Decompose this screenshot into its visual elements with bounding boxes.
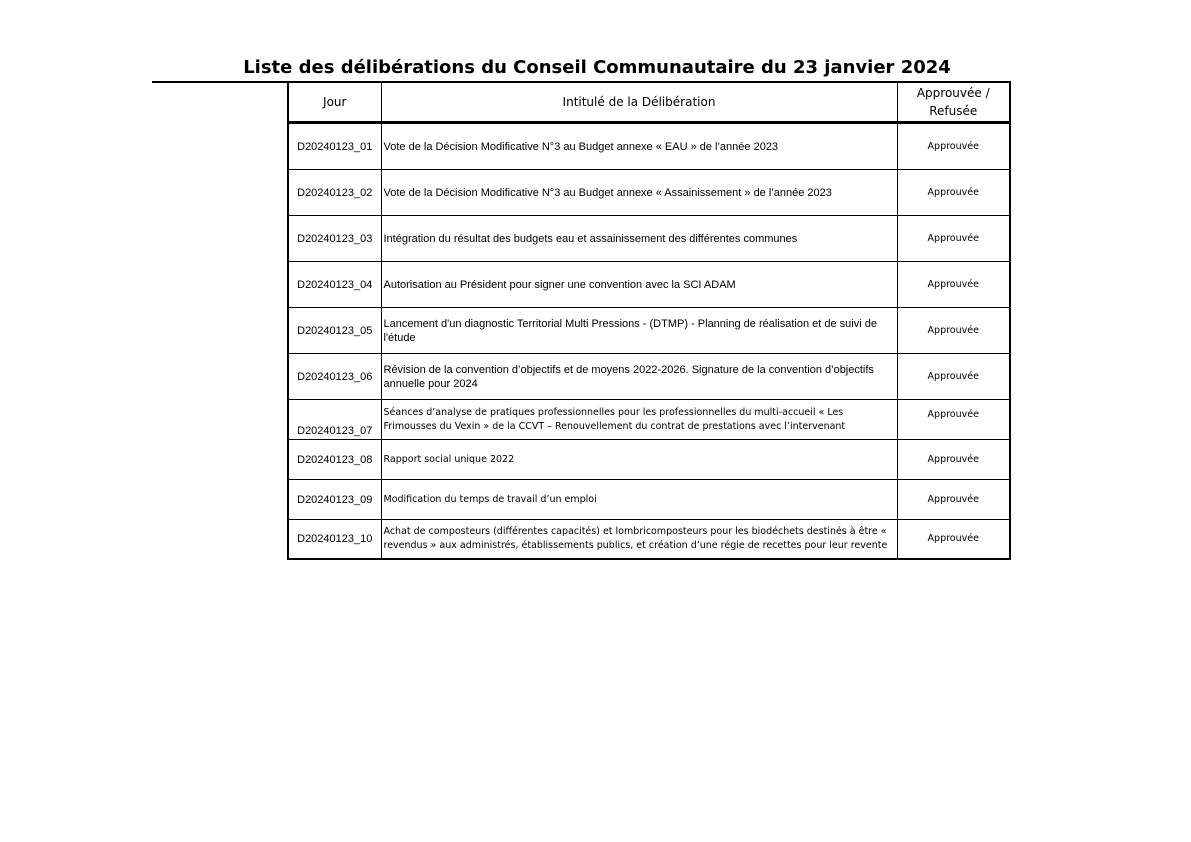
table-row bbox=[288, 170, 1010, 216]
header-status bbox=[897, 82, 1010, 122]
header-status-line1: Approuvée / bbox=[916, 86, 990, 100]
table-row bbox=[288, 400, 1010, 440]
header-intitule: Intitulé de la Délibération bbox=[381, 82, 897, 122]
title-underline bbox=[152, 81, 288, 83]
table-row bbox=[288, 480, 1010, 520]
row-status: Approuvée bbox=[897, 480, 1010, 520]
page-title: Liste des délibérations du Conseil Communautaire du 23 janvier 2024 bbox=[243, 57, 951, 78]
row-status: Approuvée bbox=[897, 308, 1010, 354]
row-jour: D20240123_03 bbox=[288, 216, 381, 262]
table-row bbox=[288, 520, 1010, 560]
row-status: Approuvée bbox=[897, 354, 1010, 400]
table-row bbox=[288, 440, 1010, 480]
table-header bbox=[288, 82, 1010, 122]
row-intitule: Modification du temps de travail d’un emploi bbox=[381, 480, 897, 520]
row-jour: D20240123_09 bbox=[288, 480, 381, 520]
row-intitule: Séances d’analyse de pratiques professionnelles pour les professionnelles du multi-accueil « Les Frimousses du Vexin » de la CCVT – Renouvellement du contrat de prestations avec l’intervenant bbox=[381, 400, 897, 440]
header-row bbox=[288, 82, 1010, 122]
row-intitule: Vote de la Décision Modificative N°3 au Budget annexe « Assainissement » de l’année 2023 bbox=[381, 170, 897, 216]
table-row bbox=[288, 123, 1010, 170]
row-intitule: Rapport social unique 2022 bbox=[381, 440, 897, 480]
row-intitule: Autorisation au Président pour signer une convention avec la SCI ADAM bbox=[381, 262, 897, 308]
table-row bbox=[288, 354, 1010, 400]
row-jour: D20240123_06 bbox=[288, 354, 381, 400]
row-jour: D20240123_10 bbox=[288, 520, 381, 560]
row-status: Approuvée bbox=[897, 440, 1010, 480]
table-row bbox=[288, 216, 1010, 262]
row-jour: D20240123_07 bbox=[288, 400, 381, 440]
row-jour: D20240123_01 bbox=[288, 123, 381, 170]
row-intitule: Révision de la convention d’objectifs et de moyens 2022-2026. Signature de la convention d’objectifs annuelle pour 2024 bbox=[381, 354, 897, 400]
deliberations-table bbox=[287, 81, 1011, 560]
row-status: Approuvée bbox=[897, 520, 1010, 560]
table-row bbox=[288, 262, 1010, 308]
row-intitule: Vote de la Décision Modificative N°3 au Budget annexe « EAU » de l’année 2023 bbox=[381, 123, 897, 170]
row-status: Approuvée bbox=[897, 400, 1010, 440]
table-row bbox=[288, 308, 1010, 354]
row-jour: D20240123_02 bbox=[288, 170, 381, 216]
row-jour: D20240123_05 bbox=[288, 308, 381, 354]
header-jour: Jour bbox=[288, 82, 381, 122]
row-status: Approuvée bbox=[897, 170, 1010, 216]
row-jour: D20240123_08 bbox=[288, 440, 381, 480]
deliberations-table-container bbox=[287, 81, 1011, 560]
row-jour: D20240123_04 bbox=[288, 262, 381, 308]
row-intitule: Achat de composteurs (différentes capacités) et lombricomposteurs pour les biodéchets destinés à être « revendus » aux administrés, établissements publics, et création d’une régie de recettes pour leur revente bbox=[381, 520, 897, 560]
row-intitule: Intégration du résultat des budgets eau et assainissement des différentes communes bbox=[381, 216, 897, 262]
header-status-line2: Refusée bbox=[929, 104, 978, 118]
table-body bbox=[288, 122, 1010, 560]
row-status: Approuvée bbox=[897, 216, 1010, 262]
row-status: Approuvée bbox=[897, 262, 1010, 308]
row-status: Approuvée bbox=[897, 123, 1010, 170]
row-intitule: Lancement d'un diagnostic Territorial Multi Pressions - (DTMP) - Planning de réalisation et de suivi de l'étude bbox=[381, 308, 897, 354]
